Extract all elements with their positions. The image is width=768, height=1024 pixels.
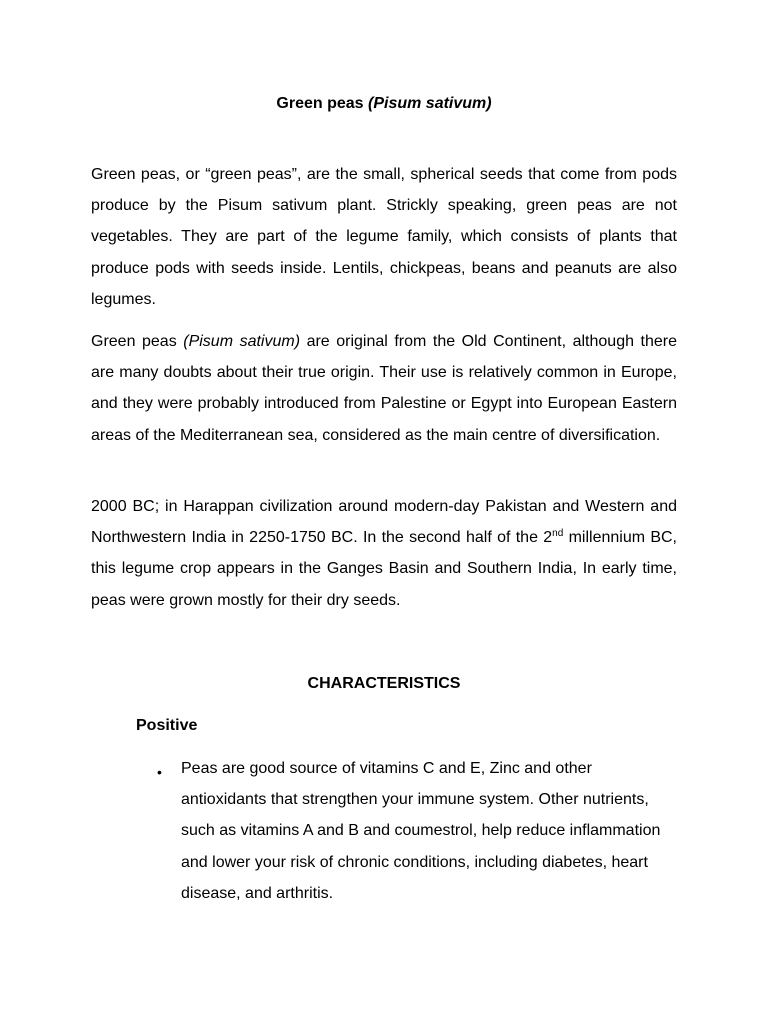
sub-heading-positive: Positive (136, 717, 198, 734)
bullet-icon: • (157, 764, 162, 780)
paragraph-origin-scientific: (Pisum sativum) (183, 333, 301, 350)
document-title (0, 94, 768, 114)
paragraph-origin-lead: Green peas (91, 333, 184, 350)
paragraph-origin-rest: are original from the Old Continent, although there are many doubts about their true origin. Their use is relatively common in Europe, and they were probably introduced from Palestine or Egypt into European Eastern areas of the Mediterranean sea, considered as the main centre of diversification. (91, 333, 677, 444)
paragraph-history-part-2: millennium BC, this legume crop appears in the Ganges Basin and Southern India, In early time, peas were grown mostly for their dry seeds. (91, 529, 678, 609)
title-main: Green peas (276, 95, 368, 112)
paragraph-history-part-1: 2000 BC; in Harappan civilization around modern-day Pakistan and Western and Northwestern India in 2250-1750 BC. In the second half of the 2 (91, 498, 677, 547)
paragraph-history (91, 491, 677, 616)
ordinal-superscript: nd (552, 528, 564, 540)
paragraph-origin (91, 326, 677, 451)
paragraph-intro: Green peas, or “green peas”, are the small, spherical seeds that come from pods produce by the Pisum sativum plant. Strickly speaking, green peas are not vegetables. They are part of the legume family, which consists of plants that produce pods with seeds inside. Lentils, chickpeas, beans and peanuts are also legumes. (91, 166, 677, 308)
title-scientific-name: (Pisum sativum) (368, 95, 492, 112)
section-heading: CHARACTERISTICS (307, 675, 461, 692)
bullet-item-text: Peas are good source of vitamins C and E, Zinc and other antioxidants that strengthen your immune system. Other nutrients, such as vitamins A and B and coumestrol, help reduce inflammation and lower your risk of chronic conditions, including diabetes, heart disease, and arthritis. (181, 760, 661, 902)
